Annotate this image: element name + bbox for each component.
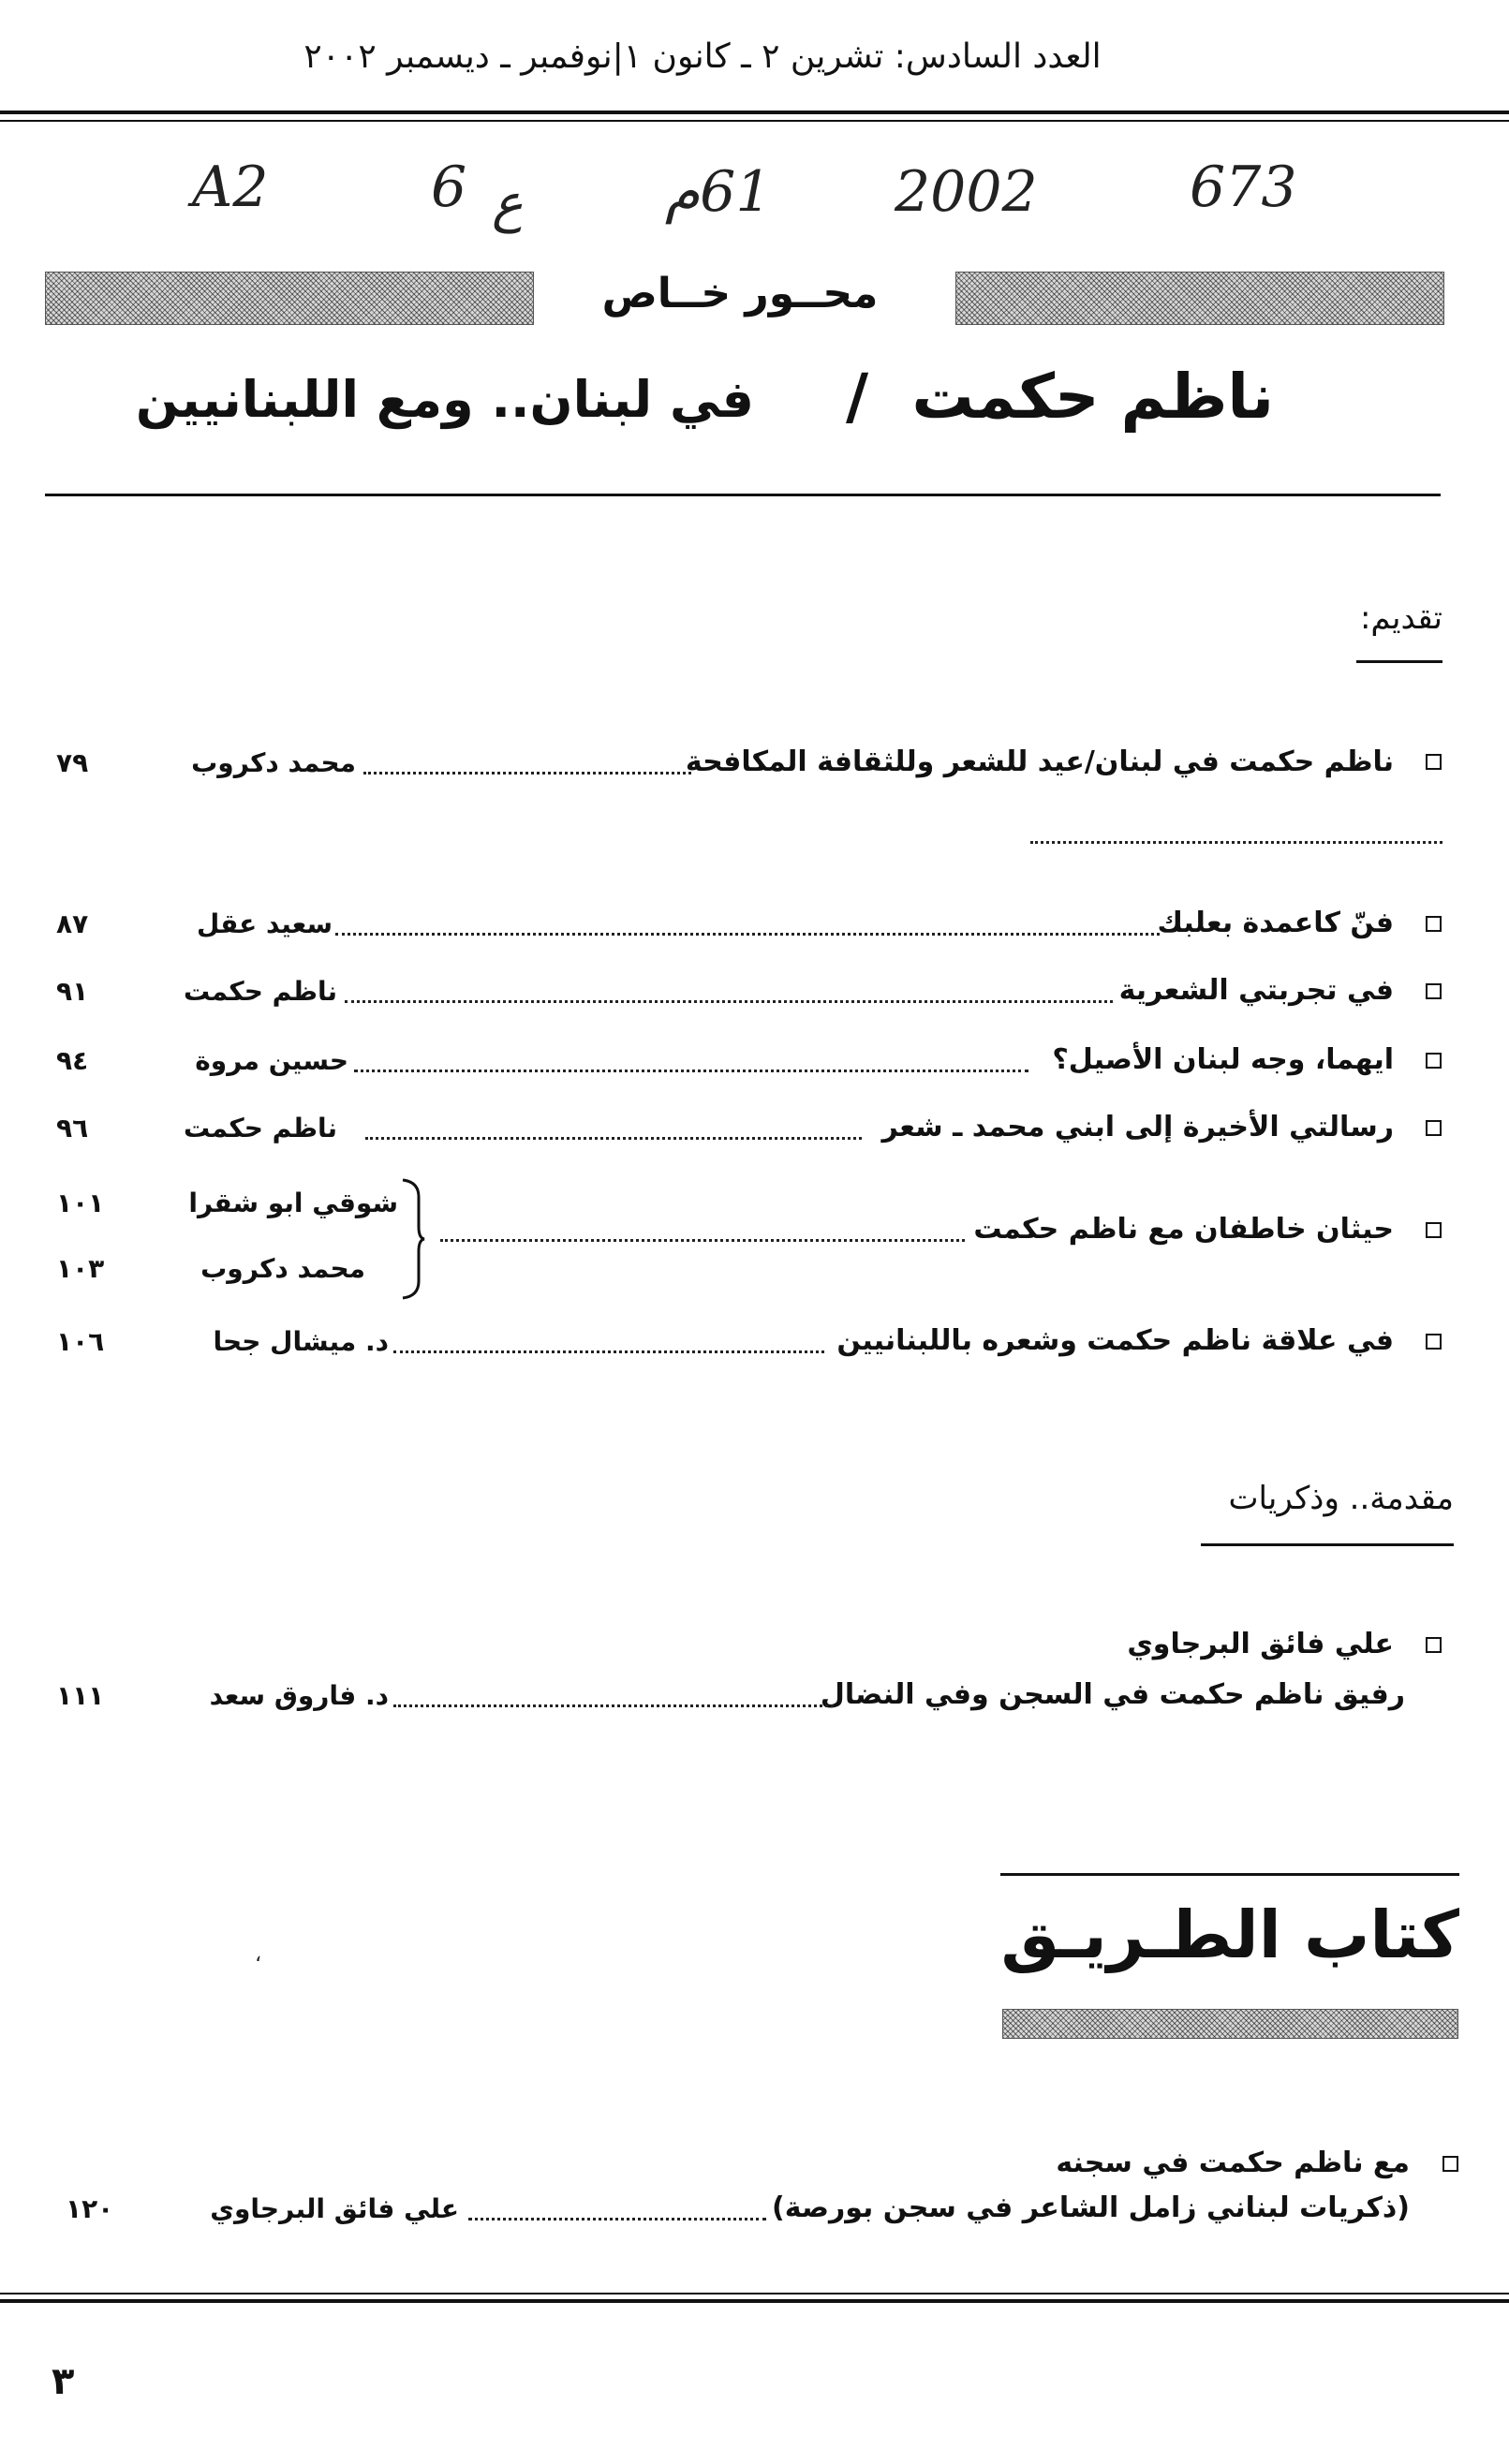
article-author: ناظم حكمت — [184, 976, 337, 1007]
special-section-label: محــور خــاص — [601, 270, 879, 317]
memoirs-entry-name: علي فائق البرجاوي — [1127, 1628, 1394, 1660]
intro-trailing-dots — [1030, 841, 1442, 844]
article-page: ٩١ — [56, 976, 89, 1007]
bullet-box — [1426, 916, 1442, 932]
dot-leader — [354, 1070, 1028, 1072]
article-title: فنّ كاعمدة بعلبك — [1157, 907, 1394, 939]
memoirs-heading-underline — [1201, 1543, 1454, 1546]
brace-icon — [398, 1178, 426, 1300]
intro-entry-page: ٧٩ — [56, 747, 89, 778]
article-page: ٨٧ — [56, 908, 89, 939]
intro-entry-title: ناظم حكمت في لبنان/عيد للشعر وللثقافة المكافحة — [685, 745, 1394, 778]
article-author: سعيد عقل — [197, 908, 333, 939]
handwritten-code-673: 673 — [1190, 155, 1297, 220]
bullet-box — [1442, 2156, 1458, 2172]
bullet-box — [1426, 983, 1442, 999]
header-rule-bottom — [0, 120, 1509, 122]
title-separator: / — [845, 361, 869, 433]
dual-author-1-page: ١٠١ — [56, 1188, 105, 1218]
article-title: رسالتي الأخيرة إلى ابني محمد ـ شعر — [881, 1111, 1394, 1143]
issue-header: العدد السادس: تشرين ٢ ـ كانون ١|نوفمبر ـ ديسمبر ٢٠٠٢ — [303, 37, 1102, 76]
stray-mark: ، — [255, 1943, 262, 1967]
article-title: ايهما، وجه لبنان الأصيل؟ — [1052, 1043, 1394, 1076]
dot-leader — [468, 2218, 766, 2221]
banner-hatch-left — [45, 272, 534, 325]
memoirs-entry-page: ١١١ — [56, 1680, 105, 1711]
article-title: في تجربتي الشعرية — [1118, 974, 1394, 1007]
dual-author-2-page: ١٠٣ — [56, 1253, 105, 1284]
intro-heading: تقديم: — [1359, 599, 1442, 637]
dot-leader — [393, 1704, 834, 1707]
last-article-title: في علاقة ناظم حكمت وشعره باللبنانيين — [836, 1324, 1394, 1357]
dot-leader — [345, 1000, 1113, 1003]
bullet-box — [1426, 1637, 1442, 1653]
handwritten-code-year: 2002 — [895, 159, 1038, 225]
dot-leader — [393, 1350, 824, 1353]
article-page: ٩٦ — [56, 1113, 89, 1143]
header-rule-top — [0, 111, 1509, 114]
book-title-hatch — [1002, 2009, 1458, 2039]
bullet-box — [1426, 1120, 1442, 1136]
book-section-title: كتاب الطـريـق — [1000, 1896, 1459, 1973]
dot-leader — [365, 1137, 862, 1140]
dot-leader — [363, 772, 691, 775]
bullet-box — [1426, 1334, 1442, 1350]
banner-hatch-right — [955, 272, 1444, 325]
bullet-box — [1426, 1053, 1442, 1069]
dot-leader — [335, 933, 1160, 936]
bullet-box — [1426, 754, 1442, 770]
article-author: حسين مروة — [195, 1045, 348, 1076]
handwritten-code-6: 6 — [431, 155, 467, 220]
memoirs-entry-author: د. فاروق سعد — [209, 1680, 389, 1711]
main-subtitle: في لبنان.. ومع اللبنانيين — [135, 370, 754, 429]
book-title-rule — [1000, 1873, 1459, 1876]
dot-leader — [440, 1239, 965, 1242]
article-author: ناظم حكمت — [184, 1113, 337, 1143]
book-entry-title: مع ناظم حكمت في سجنه — [1056, 2147, 1410, 2179]
last-article-page: ١٠٦ — [56, 1326, 105, 1357]
dual-author-2: محمد دكروب — [200, 1253, 365, 1284]
book-entry-author: علي فائق البرجاوي — [210, 2193, 459, 2224]
footer-rule-top — [0, 2293, 1509, 2294]
dual-author-1: شوقي ابو شقرا — [188, 1188, 398, 1218]
memoirs-entry-subtitle: رفيق ناظم حكمت في السجن وفي النضال — [820, 1678, 1405, 1711]
handwritten-code-61m: 61م — [665, 159, 772, 225]
intro-entry-author: محمد دكروب — [191, 747, 356, 778]
handwritten-code-ain: ع — [492, 173, 524, 234]
bullet-box — [1426, 1222, 1442, 1238]
book-entry-page: ١٢٠ — [66, 2193, 114, 2224]
main-title: ناظم حكمت — [911, 361, 1274, 433]
book-entry-subtitle: (ذكريات لبناني زامل الشاعر في سجن بورصة) — [772, 2191, 1410, 2224]
dual-entry-title: حيثان خاطفان مع ناظم حكمت — [973, 1213, 1394, 1246]
page-number: ٣ — [52, 2360, 75, 2403]
article-page: ٩٤ — [56, 1045, 89, 1076]
last-article-author: د. ميشال جحا — [213, 1326, 389, 1357]
title-rule — [45, 494, 1441, 496]
handwritten-code-a2: A2 — [192, 155, 269, 220]
intro-heading-underline — [1356, 660, 1442, 663]
footer-rule-bottom — [0, 2299, 1509, 2303]
memoirs-heading: مقدمة.. وذكريات — [1228, 1480, 1454, 1517]
